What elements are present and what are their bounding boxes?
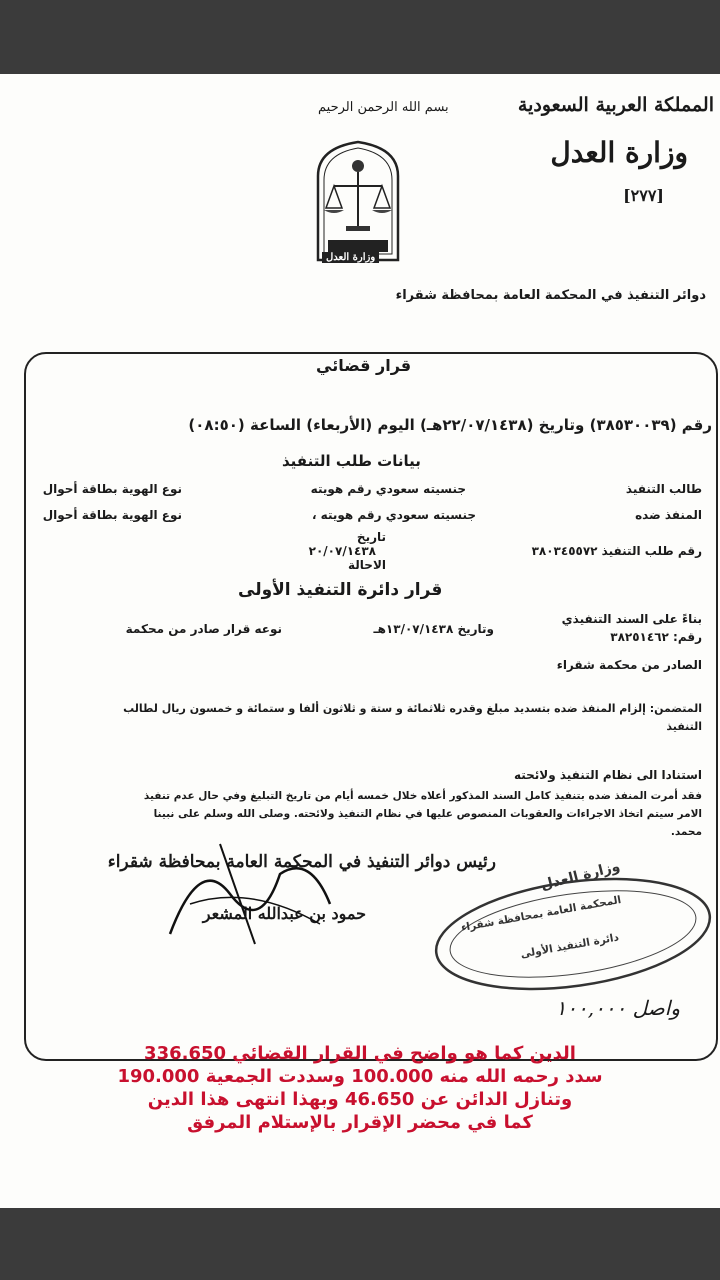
circuit-title: قرار دائرة التنفيذ الأولى [238, 580, 443, 600]
applicant-label: طالب التنفيذ [625, 482, 702, 496]
based-on: بناءً على السند التنفيذي [561, 612, 702, 626]
order-line-2: الامر سيتم اتخاذ الاجراءات والعقوبات المنصوص عليها في نظام التنفيذ ولائحته. وصلى الله وسلم على نبينا [153, 808, 702, 820]
court-stamp-icon [428, 874, 718, 994]
red-annotation [0, 1042, 720, 1134]
document-number: [٢٧٧] [623, 186, 664, 205]
signer-title: رئيس دوائر التنفيذ في المحكمة العامة بمحافظة شقراء [107, 852, 496, 872]
section-title: بيانات طلب التنفيذ [282, 452, 421, 470]
applicant-id-type: نوع الهوية بطاقة أحوال [42, 482, 182, 496]
annotation-line-3: وتنازل الدائن عن 46.650 وبهذا انتهى هذا الدين [147, 1089, 573, 1110]
basmala: بسم الله الرحمن الرحيم [318, 100, 449, 115]
defendant-nationality: جنسيته سعودي رقم هويته ، [311, 508, 476, 522]
ministry-emblem-icon [312, 136, 404, 264]
stamp-line-2: المحكمة العامة بمحافظة شقراء [460, 894, 623, 934]
legal-basis: استنادا الى نظام التنفيذ ولائحته [513, 768, 702, 782]
ministry-title: وزارة العدل [550, 136, 688, 169]
signature-icon [160, 834, 350, 954]
deed-number: رقم: ٣٨٢٥١٤٦٢ [610, 630, 702, 644]
decision-reference: رقم (٣٨٥٣٠٠٣٩) وتاريخ (٢٢/٠٧/١٤٣٨هـ) اليوم (الأربعاء) الساعة (٠٨:٥٠) [188, 416, 712, 434]
stamp-line-1: وزارة العدل [539, 858, 622, 894]
referral-label-date: تاريخ [356, 530, 386, 544]
kingdom-title: المملكة العربية السعودية [517, 94, 714, 116]
defendant-id-type: نوع الهوية بطاقة أحوال [42, 508, 182, 522]
handwritten-received: واصل ١٠٠,٠٠٠ [555, 996, 680, 1020]
annotation-line-4: كما في محضر الإقرار بالإستلام المرفق [187, 1112, 533, 1133]
request-number: رقم طلب التنفيذ ٣٨٠٣٤٥٥٧٢ [531, 544, 702, 558]
decision-title: قرار قضائي [316, 356, 412, 375]
referral-label: الاحالة [348, 558, 386, 572]
signer-name: حمود بن عبدالله المشعر [202, 904, 366, 923]
order-line-1: فقد أمرت المنفذ ضده بتنفيذ كامل السند المذكور أعلاه خلال خمسه أيام من تاريخ التبليغ وفي حال عدم تنفيذ [143, 790, 702, 802]
stamp-line-3: دائرة التنفيذ الأولى [519, 931, 620, 961]
document-page [0, 74, 720, 1208]
annotation-line-2: سدد رحمه الله منه 100.000 وسددت الجمعية 190.000 [117, 1066, 603, 1087]
order-line-3: محمد. [670, 826, 702, 838]
content-line-2: التنفيذ [666, 720, 702, 733]
defendant-label: المنفذ ضده [635, 508, 702, 522]
content-line-1: المتضمن: إلزام المنفذ ضده بتسديد مبلغ وقدره ثلاثمائة و ستة و ثلاثون ألفا و ستمائة و خمسون ريال لطالب [123, 702, 702, 715]
deed-type: نوعه قرار صادر من محكمة [125, 622, 282, 636]
issued-by: الصادر من محكمة شقراء [556, 658, 702, 672]
referral-date: ٢٠/٠٧/١٤٣٨ [308, 544, 376, 558]
department-line: دوائر التنفيذ في المحكمة العامة بمحافظة شقراء [395, 288, 706, 303]
deed-date: وتاريخ ١٣/٠٧/١٤٣٨هـ [373, 622, 494, 636]
applicant-nationality: جنسيته سعودي رقم هويته [310, 482, 466, 496]
emblem-label: وزارة العدل [322, 252, 379, 263]
annotation-line-1: الدين كما هو واضح في القرار القضائي 336.650 [144, 1043, 576, 1064]
